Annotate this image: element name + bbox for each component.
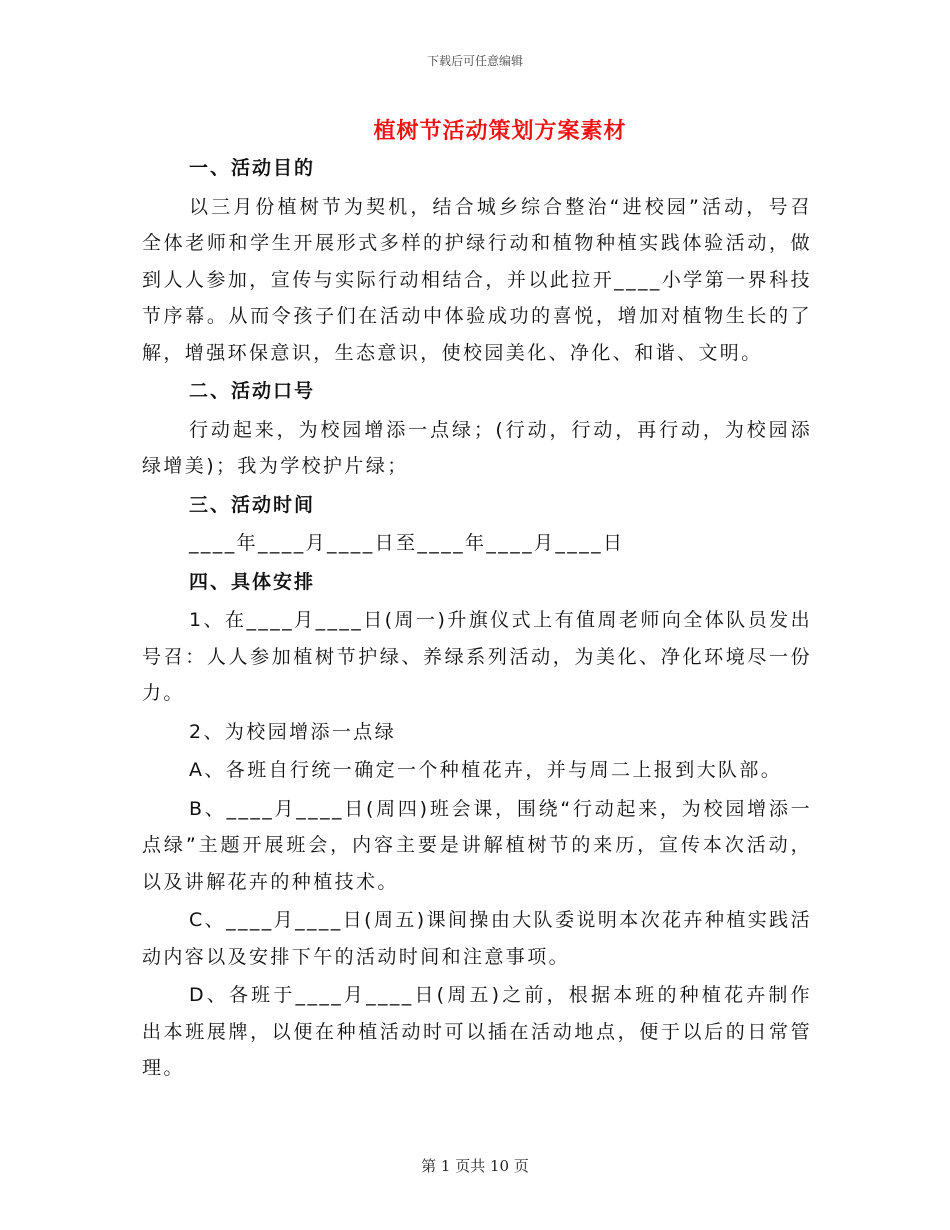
section-paragraph: 1、在____月____日(周一)升旗仪式上有值周老师向全体队员发出号召：人人参加植树节护绿、养绿系列活动，为美化、净化环境尽一份力。 (142, 609, 812, 704)
section-time (142, 487, 812, 562)
section-paragraph: 2、为校园增添一点绿 (189, 720, 397, 743)
section-paragraph: D、各班于____月____日(周五)之前，根据本班的种植花卉制作出本班展牌，以便在种植活动时可以插在活动地点，便于以后的日常管理。 (142, 984, 812, 1079)
document-title: 植树节活动策划方案素材 (373, 119, 627, 144)
header-note: 下载后可任意编辑 (426, 54, 523, 68)
document-body (142, 150, 812, 1089)
section-heading: 二、活动口号 (189, 380, 316, 402)
section-paragraph: C、____月____日(周五)课间操由大队委说明本次花卉种植实践活动内容以及安排下午的活动时间和注意事项。 (142, 909, 812, 968)
section-heading: 三、活动时间 (189, 493, 316, 516)
section-paragraph: A、各班自行统一确定一个种植花卉，并与周二上报到大队部。 (189, 759, 783, 781)
section-paragraph: 行动起来，为校园增添一点绿；(行动，行动，再行动，为校园添绿增美)；我为学校护片绿； (142, 418, 812, 477)
section-arrangement (142, 564, 812, 1087)
page-number: 第 1 页共 10 页 (421, 1157, 529, 1175)
section-heading: 一、活动目的 (189, 157, 316, 179)
section-paragraph: ____年____月____日至____年____月____日 (189, 532, 625, 554)
section-slogan (142, 373, 812, 485)
section-paragraph: 以三月份植树节为契机，结合城乡综合整治“进校园”活动，号召全体老师和学生开展形式多样的护绿行动和植物种植实践体验活动，做到人人参加，宣传与实际行动相结合，并以此拉开____小学第一界科技节序幕。从而令孩子们在活动中体验成功的喜悦，增加对植物生长的了解，增强环保意识，生态意识，使校园美化、净化、和谐、文明。 (142, 195, 812, 364)
section-paragraph: B、____月____日(周四)班会课，围绕“行动起来，为校园增添一点绿”主题开展班会，内容主要是讲解植树节的来历，宣传本次活动，以及讲解花卉的种植技术。 (142, 797, 812, 893)
section-heading: 四、具体安排 (189, 570, 316, 593)
section-purpose (142, 150, 812, 371)
